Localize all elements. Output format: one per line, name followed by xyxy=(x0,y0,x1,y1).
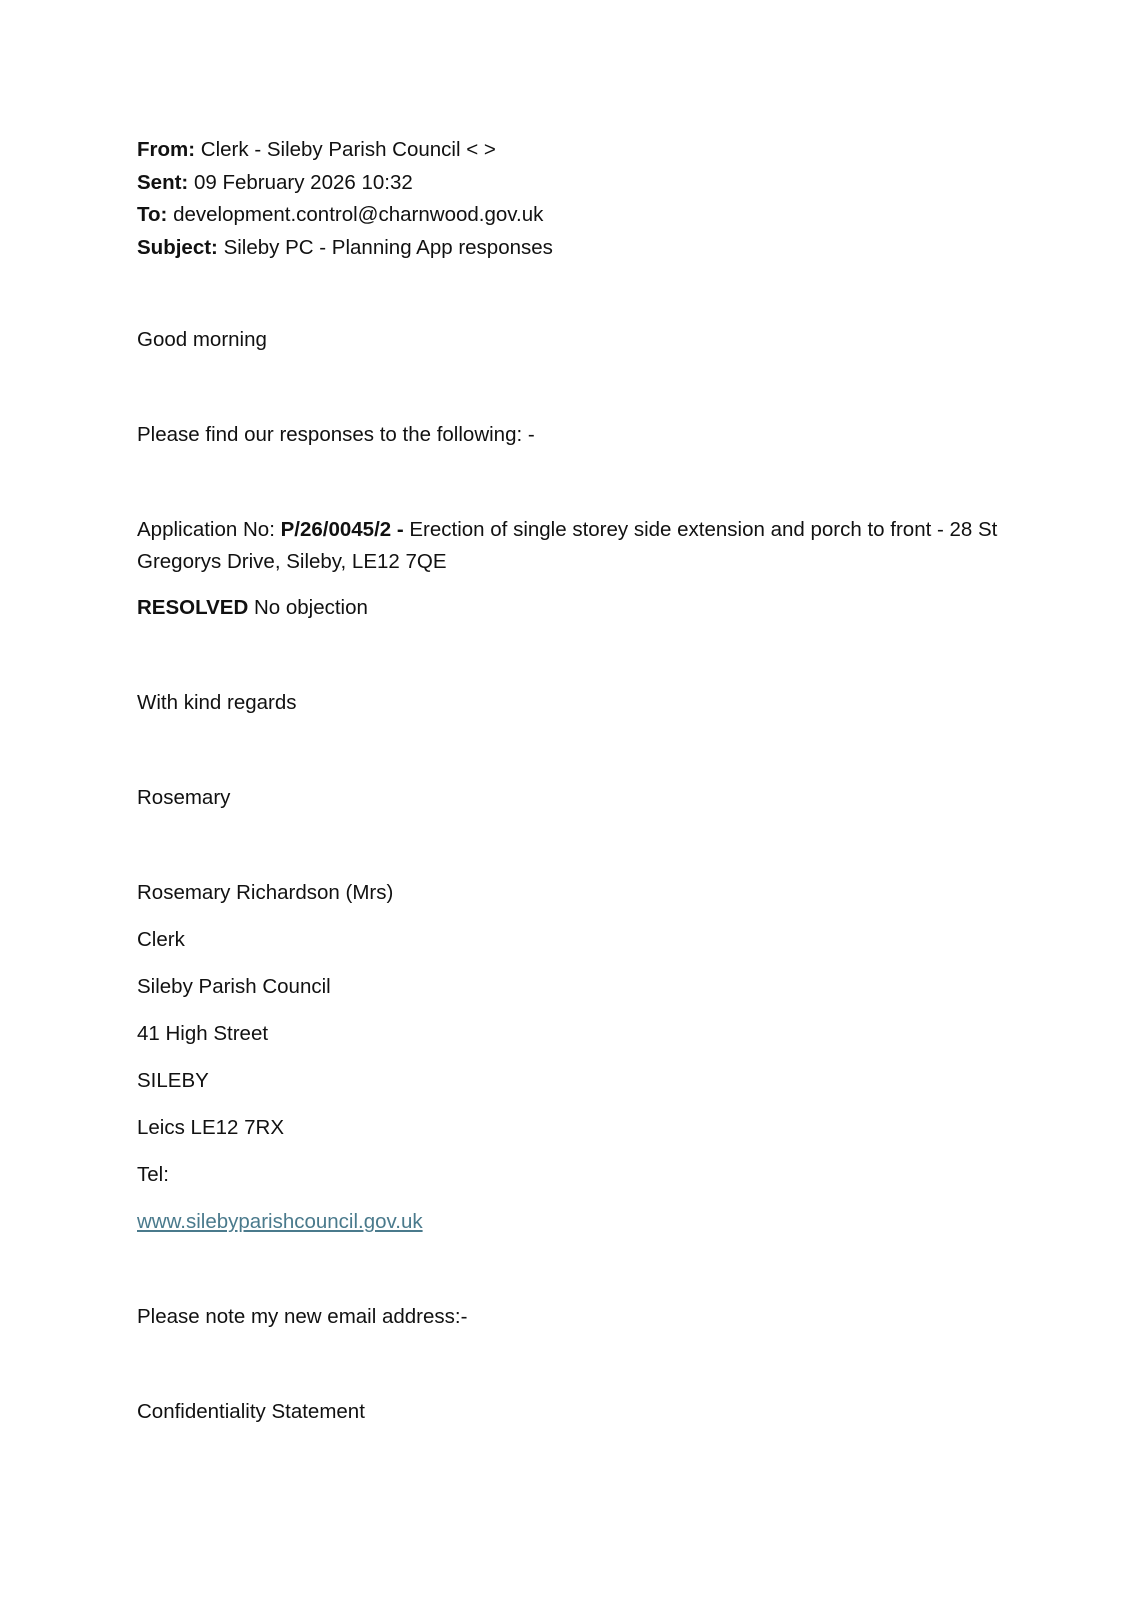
signature-block xyxy=(137,877,1017,1238)
signature-role: Clerk xyxy=(137,928,185,951)
sent-value: 09 February 2026 10:32 xyxy=(193,170,413,194)
sent-line xyxy=(137,167,1017,200)
signature-name: Rosemary Richardson (Mrs) xyxy=(137,881,394,904)
application-number: P/26/0045/2 - xyxy=(280,518,404,541)
signature-county-postcode: Leics LE12 7RX xyxy=(137,1116,285,1139)
sender-first-name: Rosemary xyxy=(137,786,231,809)
resolution-paragraph xyxy=(137,592,1017,624)
to-value: development.control@charnwood.gov.uk xyxy=(173,203,544,226)
email-header xyxy=(137,134,1017,264)
signature-website-row xyxy=(137,1206,1017,1238)
application-paragraph xyxy=(137,514,1017,578)
email-content xyxy=(137,134,1017,1428)
from-line xyxy=(137,134,1017,167)
website-link[interactable]: www.silebyparishcouncil.gov.uk xyxy=(137,1210,423,1233)
to-line xyxy=(137,199,1017,232)
from-value: Clerk - Sileby Parish Council < > xyxy=(200,138,496,161)
resolution-text: No objection xyxy=(248,596,368,619)
new-email-note: Please note my new email address:- xyxy=(137,1305,468,1328)
signature-tel: Tel: xyxy=(137,1163,169,1186)
from-label: From: xyxy=(137,138,196,161)
sent-label: Sent: xyxy=(137,170,189,194)
subject-value: Sileby PC - Planning App responses xyxy=(223,235,553,259)
resolution-label: RESOLVED xyxy=(137,596,249,619)
intro-text: Please find our responses to the following: - xyxy=(137,423,535,446)
to-label: To: xyxy=(137,203,168,226)
subject-label: Subject: xyxy=(137,235,218,259)
application-description: Erection of single storey side extension and porch to front - 28 St Gregorys Drive, Sileby, LE12 7QE xyxy=(137,518,998,573)
signature-organisation: Sileby Parish Council xyxy=(137,975,331,998)
subject-line xyxy=(137,232,1017,265)
signature-town: SILEBY xyxy=(137,1069,209,1092)
signature-address-line: 41 High Street xyxy=(137,1022,269,1045)
confidentiality-statement: Confidentiality Statement xyxy=(137,1400,365,1423)
greeting: Good morning xyxy=(137,328,267,351)
application-prefix: Application No: xyxy=(137,518,281,541)
closing-text: With kind regards xyxy=(137,691,297,714)
